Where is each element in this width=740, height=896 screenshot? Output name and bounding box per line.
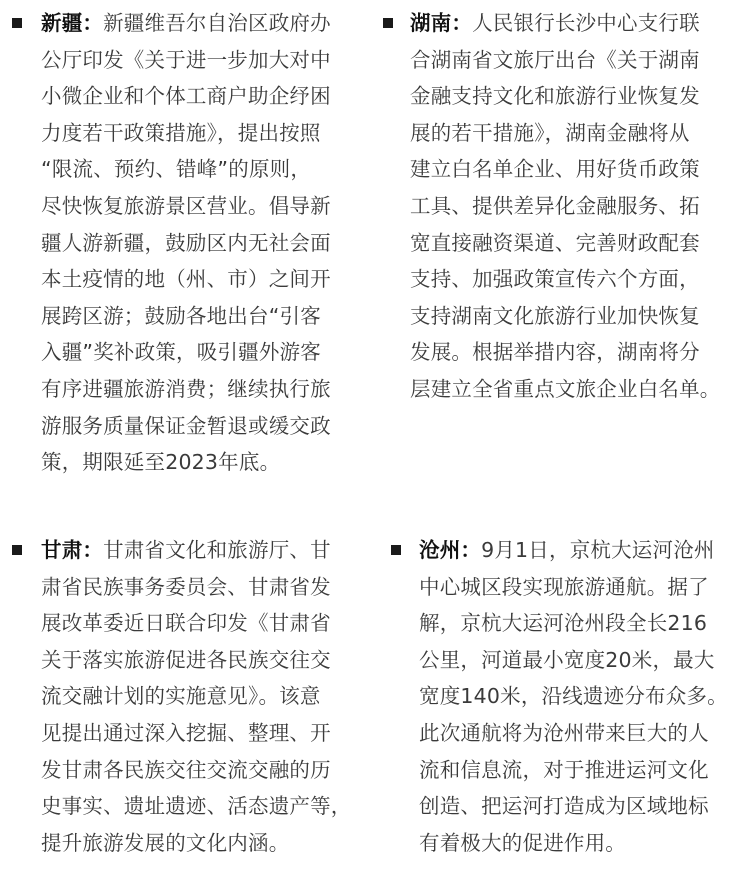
text-line: 展跨区游；鼓励各地出台“引客: [41, 303, 321, 328]
text-line: [0, 532, 370, 569]
text-line: 发甘肃各民族交往交流交融的历: [41, 757, 331, 782]
text-line: 小微企业和个体工商户助企纾困: [41, 84, 331, 109]
text-line: 建立白名单企业、用好货币政策: [410, 157, 700, 182]
text-line: 有着极大的促进作用。: [419, 830, 626, 855]
text-line: 宽度140米，沿线遗迹分布众多。: [419, 684, 728, 709]
text-line: 创造、把运河打造成为区域地标: [419, 794, 709, 819]
text-line: [370, 5, 740, 42]
text-line: 展的若干措施》，湖南金融将从: [410, 120, 690, 145]
text-line: 宽直接融资渠道、完善财政配套: [410, 230, 700, 255]
text-line: 公里，河道最小宽度20米，最大: [419, 647, 715, 672]
region-label: 湖南：: [410, 11, 473, 35]
text-line: 中心城区段实现旅游通航。据了: [419, 574, 709, 599]
text-line: 工具、提供差异化金融服务、拓: [410, 193, 700, 218]
region-label: 甘肃：: [41, 538, 104, 562]
text-line: 解，京杭大运河沧州段全长216: [419, 611, 708, 636]
text-line: 支持、加强政策宣传六个方面，: [410, 267, 700, 292]
paragraph-text: 9月1日，京杭大运河沧州: [481, 538, 715, 562]
text-line: 层建立全省重点文旅企业白名单。: [410, 376, 721, 401]
text-line: 展改革委近日联合印发《甘肃省: [41, 611, 331, 636]
text-line: 公厅印发《关于进一步加大对中: [41, 47, 331, 72]
bullet-square-icon: [12, 545, 22, 555]
region-label: 沧州：: [419, 538, 482, 562]
text-line: [0, 5, 370, 42]
bullet-square-icon: [391, 545, 401, 555]
region-label: 新疆：: [41, 11, 104, 35]
news-item-gansu: [0, 532, 370, 861]
text-line: 入疆”奖补政策，吸引疆外游客: [41, 340, 321, 365]
text-line: 尽快恢复旅游景区营业。倡导新: [41, 193, 331, 218]
news-item-xinjiang: [0, 5, 370, 481]
bullet-square-icon: [383, 18, 393, 28]
text-line: 力度若干政策措施》，提出按照: [41, 120, 321, 145]
text-line: 有序进疆旅游消费；继续执行旅: [41, 376, 331, 401]
text-line: 发展。根据举措内容，湖南将分: [410, 340, 700, 365]
text-line: 金融支持文化和旅游行业恢复发: [410, 84, 700, 109]
text-line: 本土疫情的地（州、市）之间开: [41, 267, 331, 292]
paragraph-text: 甘肃省文化和旅游厅、甘: [103, 538, 331, 562]
text-line: [370, 532, 740, 569]
text-line: 疆人游新疆，鼓励区内无社会面: [41, 230, 331, 255]
paragraph-text: 人民银行长沙中心支行联: [472, 11, 700, 35]
text-line: 流和信息流，对于推进运河文化: [419, 757, 709, 782]
text-line: 此次通航将为沧州带来巨大的人: [419, 720, 709, 745]
text-line: 见提出通过深入挖掘、整理、开: [41, 720, 331, 745]
news-item-cangzhou: [370, 532, 740, 861]
text-line: 合湖南省文旅厅出台《关于湖南: [410, 47, 700, 72]
text-line: 肃省民族事务委员会、甘肃省发: [41, 574, 331, 599]
text-line: 游服务质量保证金暂退或缓交政: [41, 413, 331, 438]
text-line: 关于落实旅游促进各民族交往交: [41, 647, 331, 672]
text-line: 策，期限延至2023年底。: [41, 450, 281, 475]
text-line: 提升旅游发展的文化内涵。: [41, 830, 290, 855]
text-line: “限流、预约、错峰”的原则，: [41, 157, 312, 182]
text-line: 支持湖南文化旅游行业加快恢复: [410, 303, 700, 328]
paragraph-text: 新疆维吾尔自治区政府办: [103, 11, 331, 35]
news-item-hunan: [370, 5, 740, 408]
text-line: 史事实、遗址遗迹、活态遗产等，: [41, 794, 352, 819]
text-line: 流交融计划的实施意见》。该意: [41, 684, 321, 709]
bullet-square-icon: [12, 18, 22, 28]
